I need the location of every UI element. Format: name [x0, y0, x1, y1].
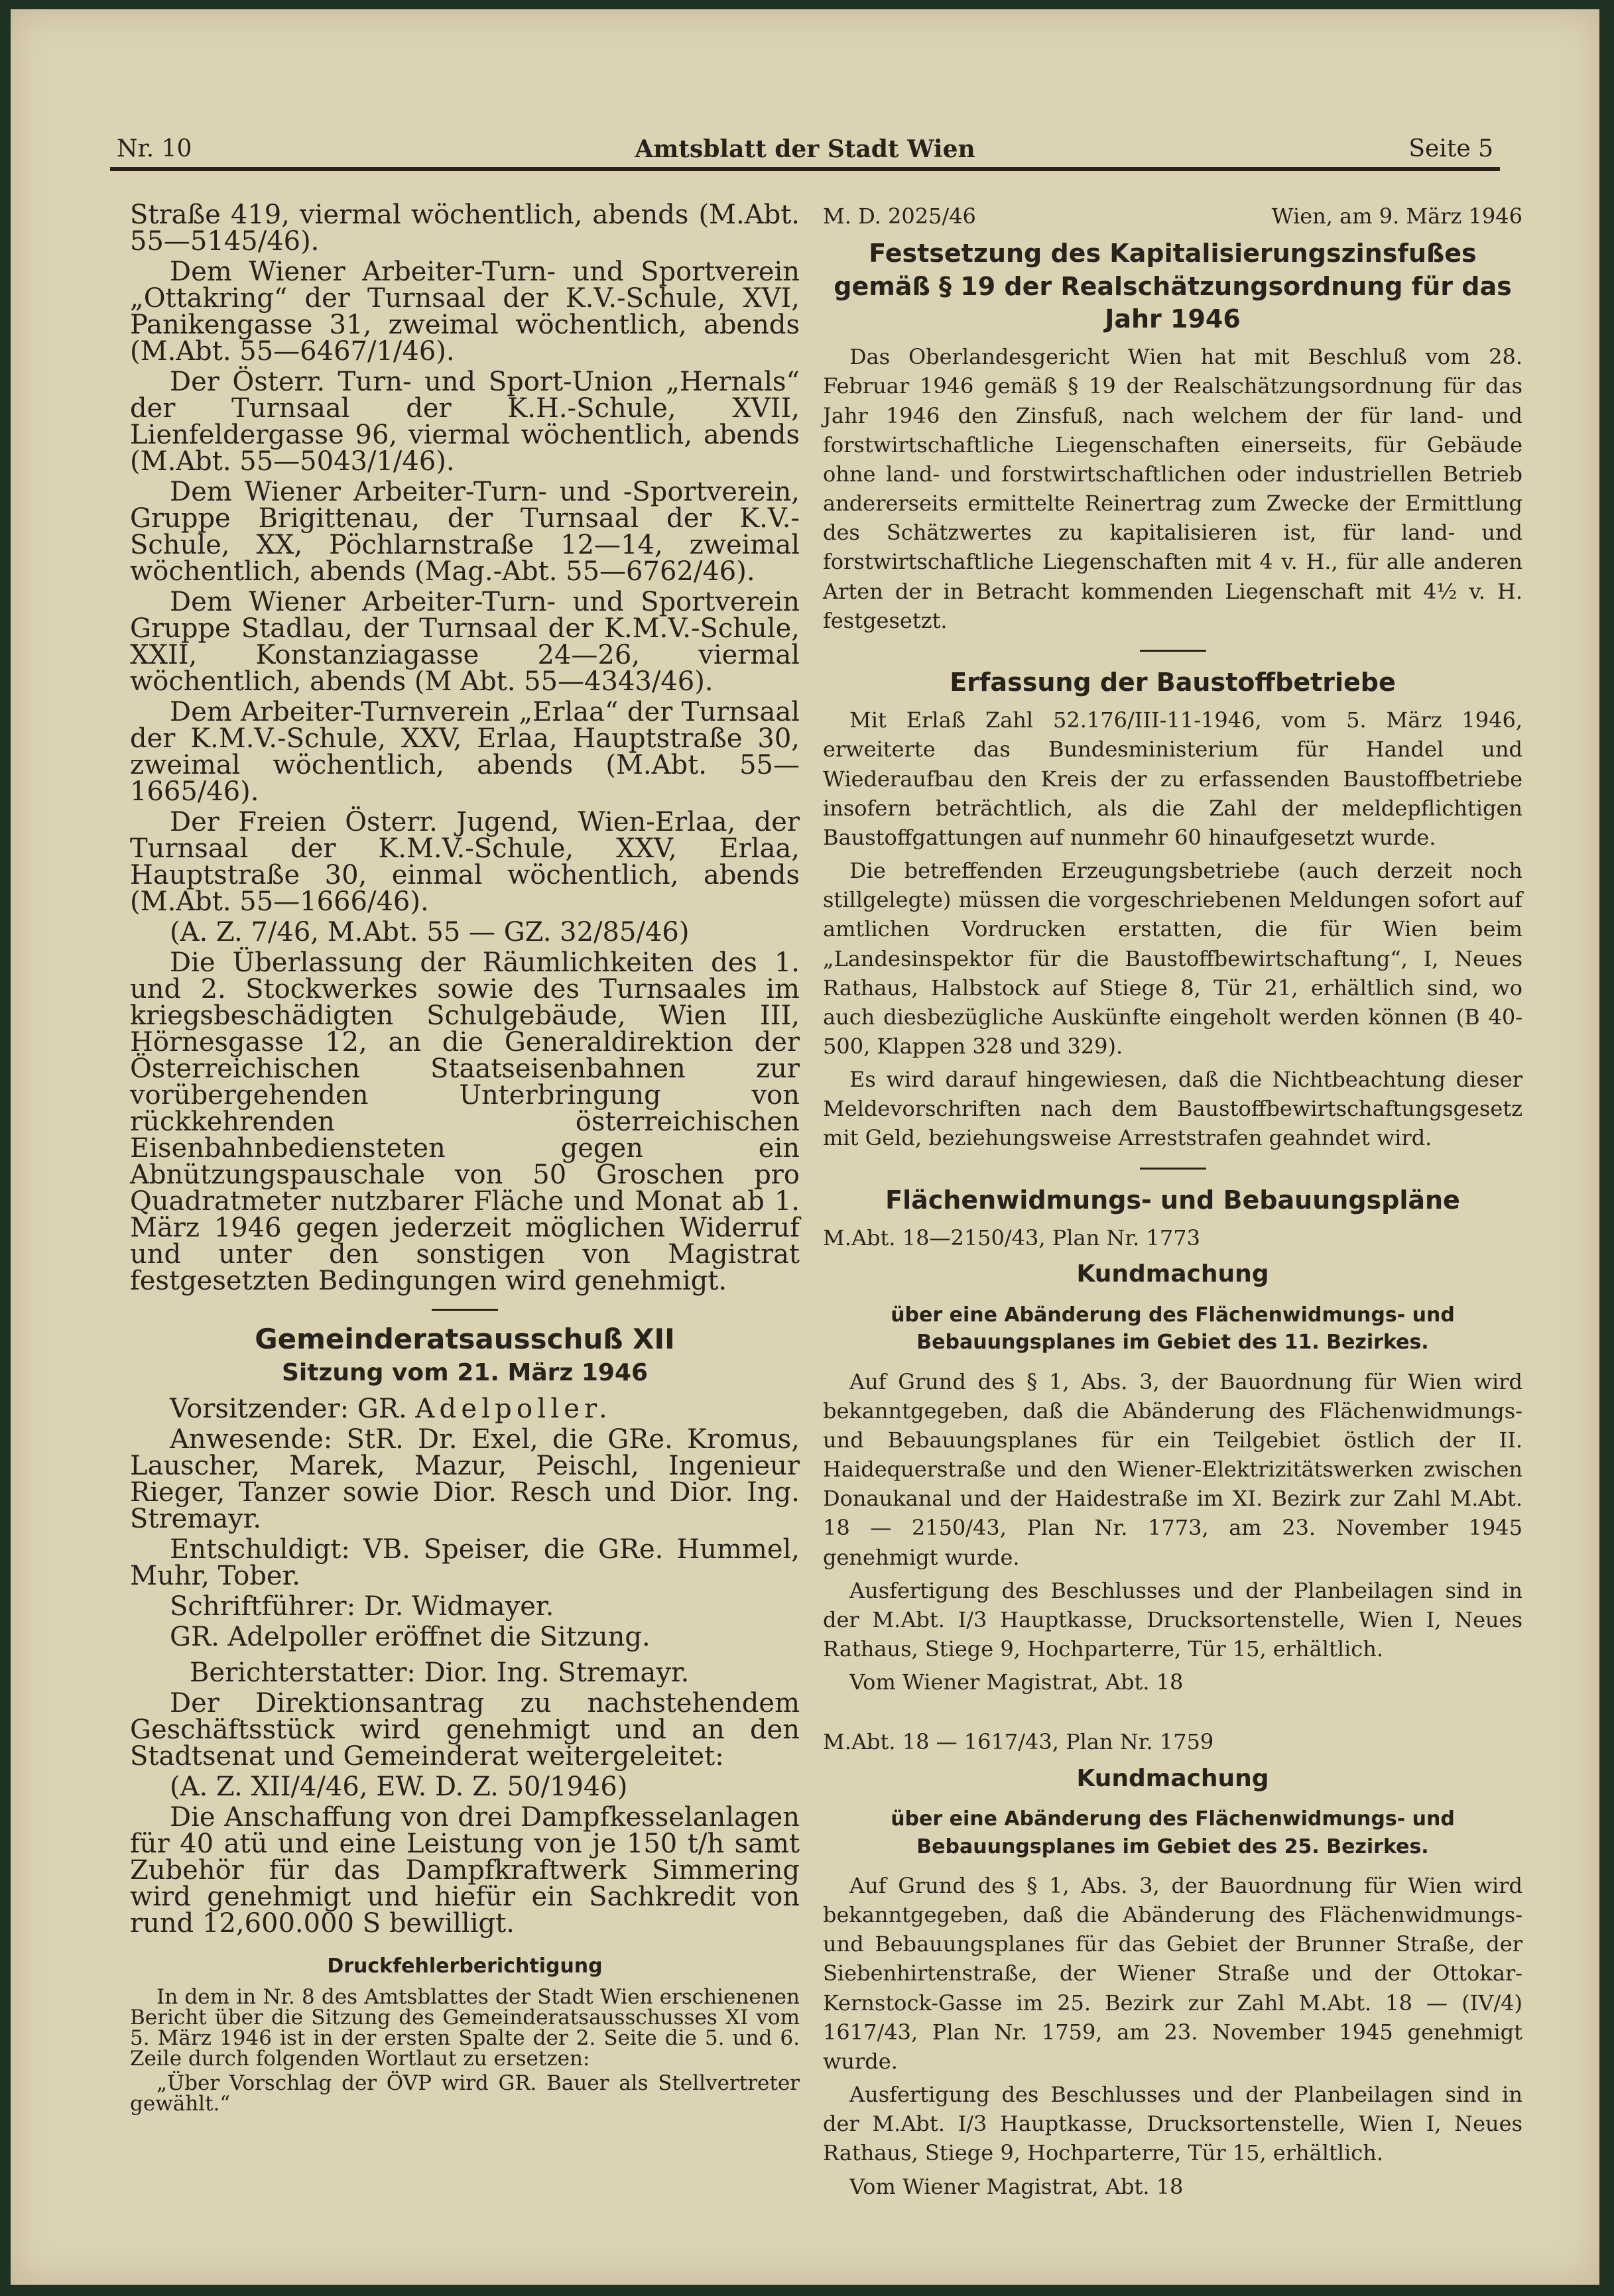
notice-heading: Kundmachung — [1076, 1764, 1269, 1792]
erratum-body — [130, 1987, 800, 2114]
erratum-heading: Druckfehlerberichtigung — [327, 1955, 603, 1978]
publication-title: Amtsblatt der Stadt Wien — [635, 135, 975, 163]
notice-subheading: über eine Abänderung des Flächenwidmungs- und Bebauungsplanes im Gebiet des 25. Bezirkes. — [891, 1807, 1455, 1858]
paragraph: Dem Arbeiter-Turnverein „Erlaa“ der Turnsaal der K.M.V.-Schule, XXV, Erlaa, Hauptstraße 30, zweimal wöchentlich, abends (M.Abt. 55—1665/46). — [130, 697, 800, 807]
section-divider — [1140, 650, 1206, 652]
notice-signature: Vom Wiener Magistrat, Abt. 18 — [849, 1669, 1184, 1695]
paragraph: Der Österr. Turn- und Sport-Union „Hernals“ der Turnsaal der K.H.-Schule, XVII, Lienfeldergasse 96, viermal wöchentlich, abends (M.Abt. 55—5043/1/46). — [130, 367, 800, 477]
paragraph: Dem Wiener Arbeiter-Turn- und Sportverein Gruppe Stadlau, der Turnsaal der K.M.V.-Schule, XXII, Konstanziagasse 24—26, viermal wöchentlich, abends (M Abt. 55—4343/46). — [130, 587, 800, 697]
issue-number: Nr. 10 — [117, 135, 192, 162]
secretary: Schriftführer: Dr. Widmayer. — [170, 1591, 554, 1622]
reference: (A. Z. XII/4/46, EW. D. Z. 50/1946) — [170, 1772, 628, 1802]
paragraph: Auf Grund des § 1, Abs. 3, der Bauordnung für Wien wird bekanntgegeben, daß die Abänderung des Flächenwidmungs- und Bebauungsplanes für ein Teilgebiet östlich der II. Haidequerstraße und den Wiener-Elektrizitätswerken zwischen Donaukanal und der Haidestraße im XI. Bezirk zur Zahl M.Abt. 18 — 2150/43, Plan Nr. 1773, am 23. November 1945 genehmigt wurde. — [823, 1368, 1522, 1570]
notice-subheading: über eine Abänderung des Flächenwidmungs- und Bebauungsplanes im Gebiet des 11. Bezirkes. — [891, 1303, 1455, 1355]
paragraph: „Über Vorschlag der ÖVP wird GR. Bauer als Stellvertreter gewählt.“ — [130, 2071, 800, 2116]
paragraph: Auf Grund des § 1, Abs. 3, der Bauordnung für Wien wird bekanntgegeben, daß die Abänderung des Flächenwidmungs- und Bebauungsplanes für das Gebiet der Brunner Straße, der Siebenhirtenstraße, der Wiener Straße und der Ottokar-Kernstock-Gasse im 25. Bezirk zur Zahl M.Abt. 18 — (IV/4) 1617/43, Plan Nr. 1759, am 23. November 1945 genehmigt wurde. — [823, 1872, 1522, 2074]
paragraph: Ausfertigung des Beschlusses und der Planbeilagen sind in der M.Abt. I/3 Hauptkasse, Drucksortenstelle, Wien I, Neues Rathaus, Stiege 9, Hochparterre, Tür 15, erhältlich. — [823, 1577, 1522, 1662]
left-column — [130, 202, 800, 2118]
notice-heading: Kundmachung — [1076, 1260, 1269, 1288]
attendees: Anwesende: StR. Dr. Exel, die GRe. Kromus, Lauscher, Marek, Mazur, Peischl, Ingenieur Rieger, Tanzer sowie Dior. Resch und Dior. Ing. Stremayr. — [130, 1424, 800, 1534]
interest-rate-heading: Festsetzung des Kapitalisierungszinsfußes gemäß § 19 der Realschätzungsordnung für das Jahr 1946 — [834, 239, 1512, 333]
decree-date: Wien, am 9. März 1946 — [1271, 204, 1522, 229]
zoning-plans-heading: Flächenwidmungs- und Bebauungspläne — [885, 1185, 1460, 1215]
paragraph: Der Direktionsantrag zu nachstehendem Geschäftsstück wird genehmigt und an den Stadtsenat und Gemeinderat weitergeleitet: — [130, 1688, 800, 1772]
page-number: Seite 5 — [1408, 135, 1493, 162]
committee-heading: Gemeinderatsausschuß XII — [255, 1323, 675, 1355]
section-divider — [1140, 1168, 1206, 1170]
paragraph: Dem Wiener Arbeiter-Turn- und Sportverein „Ottakring“ der Turnsaal der K.V.-Schule, XVI, Panikengasse 31, zweimal wöchentlich, abends (M.Abt. 55—6467/1/46). — [130, 257, 800, 367]
paragraph: Der Freien Österr. Jugend, Wien-Erlaa, der Turnsaal der K.M.V.-Schule, XXV, Erlaa, Hauptstraße 30, einmal wöchentlich, abends (M.Abt. 55—1666/46). — [130, 807, 800, 917]
paragraph: Es wird darauf hingewiesen, daß die Nichtbeachtung dieser Meldevorschriften nach dem Baustoffbewirtschaftungsgesetz mit Geld, beziehungsweise Arreststrafen geahndet wird. — [823, 1067, 1522, 1151]
building-materials-heading: Erfassung der Baustoffbetriebe — [950, 667, 1396, 697]
right-column — [823, 202, 1522, 2205]
paragraph: Straße 419, viermal wöchentlich, abends (M.Abt. 55—5145/46). — [130, 200, 800, 257]
paragraph: Die Überlassung der Räumlichkeiten des 1. und 2. Stockwerkes sowie des Turnsaales im kriegsbeschädigten Schulgebäude, Wien III, Hörnesgasse 12, an die Generaldirektion der Österreichischen Staatseisenbahnen zur vorübergehenden Unterbringung von rückkehrenden österreichischen Eisenbahnbediensteten gegen ein Abnützungspauschale von 50 Groschen pro Quadratmeter nutzbarer Fläche und Monat ab 1. März 1946 gegen jederzeit möglichen Widerruf und unter den sonstigen von Magistrat festgesetzten Bedingungen wird genehmigt. — [130, 947, 800, 1296]
paragraph: In dem in Nr. 8 des Amtsblattes der Stadt Wien erschienenen Bericht über die Sitzung des Gemeinderatsausschusses XI vom 5. März 1946 ist in der ersten Spalte der 2. Seite die 5. und 6. Zeile durch folgenden Wortlaut zu ersetzen: — [130, 1985, 800, 2071]
reference: (A. Z. 7/46, M.Abt. 55 — GZ. 32/85/46) — [170, 917, 690, 947]
opening: GR. Adelpoller eröffnet die Sitzung. — [170, 1622, 651, 1652]
paragraph: Die Anschaffung von drei Dampfkesselanlagen für 40 atü und eine Leistung von je 150 t/h samt Zubehör für das Dampfkraftwerk Simmering wird genehmigt und hiefür ein Sachkredit von rund 12,600.000 S bewilligt. — [130, 1802, 800, 1939]
notice-ref: M.Abt. 18 — 1617/43, Plan Nr. 1759 — [823, 1729, 1214, 1755]
paragraph: Dem Wiener Arbeiter-Turn- und -Sportverein, Gruppe Brigittenau, der Turnsaal der K.V.-Schule, XX, Pöchlarnstraße 12—14, zweimal wöchentlich, abends (Mag.-Abt. 55—6762/46). — [130, 477, 800, 587]
paragraph: Mit Erlaß Zahl 52.176/III-11-1946, vom 5. März 1946, erweiterte das Bundesministerium für Handel und Wiederaufbau den Kreis der zu erfassenden Baustoffbetriebe insofern beträchtlich, als die Zahl der meldepflichtigen Baustoffgattungen auf nunmehr 60 hinaufgesetzt wurde. — [823, 707, 1522, 850]
paragraph: Das Oberlandesgericht Wien hat mit Beschluß vom 28. Februar 1946 gemäß § 19 der Realschätzungsordnung für das Jahr 1946 den Zinsfuß, nach welchem der für land- und forstwirtschaftliche Liegenschaften einerseits, für Gebäude ohne land- und forstwirtschaftlichen oder industriellen Betrieb andererseits ermittelte Reinertrag zum Zwecke der Ermittlung des Schätzwertes zu kapitalisieren ist, für land- und forstwirtschaftliche Liegenschaften mit 4 v. H., für alle anderen Arten der in Betracht kommenden Liegenschaft mit 4½ v. H. festgesetzt. — [823, 344, 1522, 633]
header-rule — [110, 167, 1500, 171]
decree-meta — [823, 202, 1522, 231]
decree-ref: M. D. 2025/46 — [823, 204, 976, 229]
chair-line — [130, 1396, 800, 1422]
chair-label: Vorsitzender: GR. — [170, 1394, 407, 1424]
session-heading: Sitzung vom 21. März 1946 — [281, 1359, 649, 1386]
chair-name: Adelpoller. — [415, 1394, 612, 1424]
reporter: Berichterstatter: Dior. Ing. Stremayr. — [190, 1658, 690, 1688]
paragraph: Ausfertigung des Beschlusses und der Planbeilagen sind in der M.Abt. I/3 Hauptkasse, Drucksortenstelle, Wien I, Neues Rathaus, Stiege 9, Hochparterre, Tür 15, erhältlich. — [823, 2082, 1522, 2166]
notice-ref: M.Abt. 18—2150/43, Plan Nr. 1773 — [823, 1225, 1200, 1251]
notice-signature: Vom Wiener Magistrat, Abt. 18 — [849, 2173, 1184, 2199]
paragraph: Die betreffenden Erzeugungsbetriebe (auch derzeit noch stillgelegte) müssen die vorgeschriebenen Meldungen sofort auf amtlichen Vordrucken erstatten, die für Wien beim „Landesinspektor für die Baustoffbewirtschaftung“, I, Neues Rathaus, Halbstock auf Stiege 8, Tür 21, erhältlich sind, wo auch diesbezügliche Auskünfte eingeholt werden können (B 40-500, Klappen 328 und 329). — [823, 858, 1522, 1059]
section-divider — [432, 1309, 498, 1311]
newspaper-page — [11, 9, 1599, 2285]
excused: Entschuldigt: VB. Speiser, die GRe. Hummel, Muhr, Tober. — [130, 1534, 800, 1591]
